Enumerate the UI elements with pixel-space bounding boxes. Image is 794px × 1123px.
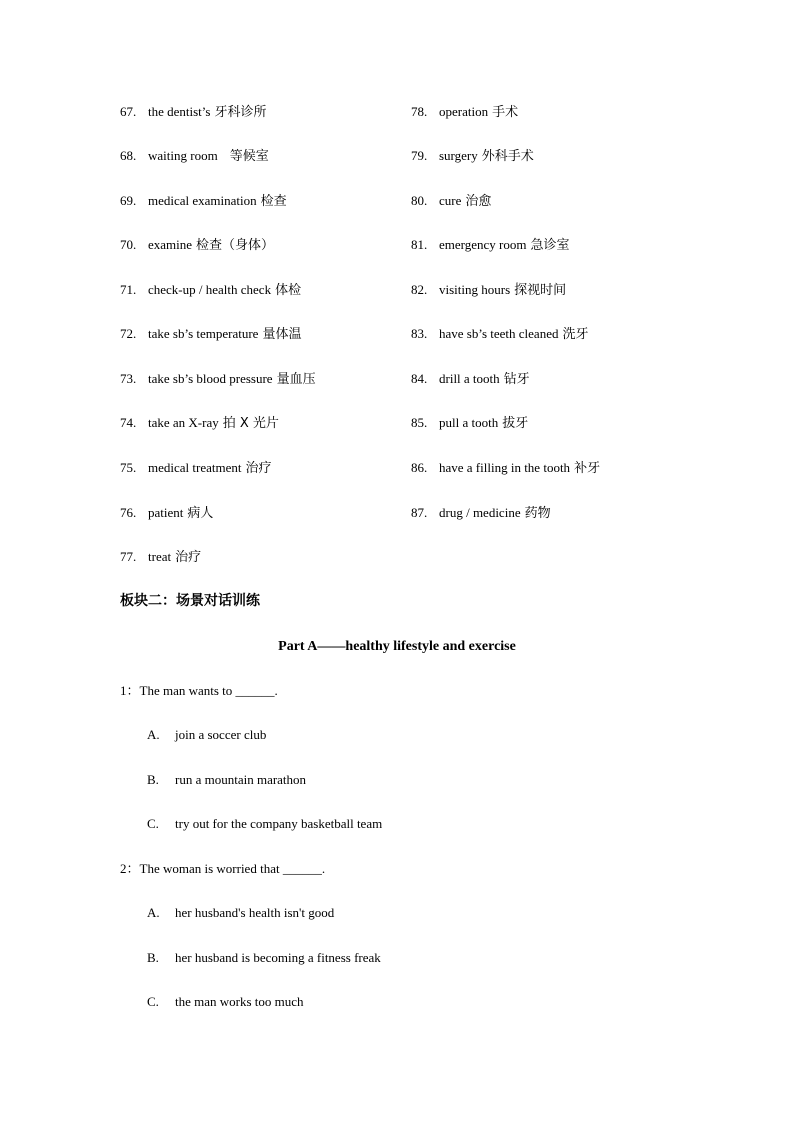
vocab-item [120, 458, 272, 479]
vocab-chinese: 探视时间 [514, 283, 567, 298]
vocab-number: 87. [411, 505, 428, 520]
question-1-option-c [147, 814, 382, 834]
vocab-row [120, 146, 680, 166]
vocab-english: take an X-ray [148, 415, 219, 430]
option-text: the man works too much [175, 994, 304, 1009]
vocab-item [411, 146, 534, 167]
vocab-chinese: 外科手术 [481, 149, 534, 164]
vocab-number: 68. [120, 148, 137, 163]
vocab-item [120, 235, 274, 256]
option-letter: C. [147, 816, 159, 831]
vocab-number: 72. [120, 326, 137, 341]
vocab-chinese: 手术 [492, 105, 519, 120]
part-title: Part A——healthy lifestyle and exercise [278, 639, 516, 654]
vocab-item [120, 191, 287, 212]
option-text: join a soccer club [175, 727, 267, 742]
vocab-english: operation [439, 104, 489, 119]
vocab-number: 77. [120, 549, 137, 564]
vocab-row [120, 547, 680, 567]
vocab-item [120, 280, 301, 301]
vocab-item [120, 547, 201, 568]
vocab-english: drill a tooth [439, 371, 500, 386]
vocab-item [411, 413, 528, 434]
vocab-item [120, 146, 269, 167]
option-letter: A. [147, 905, 160, 920]
vocab-english: the dentist’s [148, 104, 211, 119]
vocab-row [120, 235, 680, 255]
vocab-row [120, 191, 680, 211]
question-2-option-c [147, 992, 304, 1012]
vocab-chinese: 牙科诊所 [214, 105, 267, 120]
vocab-english: treat [148, 549, 172, 564]
vocab-number: 80. [411, 193, 428, 208]
vocab-number: 79. [411, 148, 428, 163]
vocab-chinese: 量体温 [262, 327, 302, 342]
vocab-english: waiting room [148, 148, 218, 163]
vocab-chinese: 拍 X 光片 [222, 416, 279, 431]
vocab-english: visiting hours [439, 282, 511, 297]
vocab-chinese: 治疗 [175, 550, 202, 565]
vocab-english: take sb’s temperature [148, 326, 259, 341]
vocab-number: 81. [411, 237, 428, 252]
vocab-english: pull a tooth [439, 415, 499, 430]
vocab-number: 67. [120, 104, 137, 119]
question-2-option-b [147, 948, 381, 968]
vocab-chinese: 量血压 [276, 372, 316, 387]
vocab-chinese: 检查 [260, 194, 287, 209]
vocab-item [120, 413, 279, 434]
vocab-row [120, 280, 680, 300]
vocab-number: 85. [411, 415, 428, 430]
option-text: her husband's health isn't good [175, 905, 335, 920]
option-text: try out for the company basketball team [175, 816, 383, 831]
vocab-number: 73. [120, 371, 137, 386]
vocab-chinese: 体检 [275, 283, 302, 298]
option-text: run a mountain marathon [175, 772, 307, 787]
vocab-english: take sb’s blood pressure [148, 371, 273, 386]
vocab-row [120, 102, 680, 122]
vocab-item [411, 324, 589, 345]
vocab-item [120, 369, 316, 390]
vocab-english: drug / medicine [439, 505, 521, 520]
option-letter: A. [147, 727, 160, 742]
vocab-row [120, 369, 680, 389]
question-2-option-a [147, 903, 334, 923]
vocab-item [120, 503, 213, 524]
vocab-item [411, 191, 491, 212]
vocab-number: 69. [120, 193, 137, 208]
vocab-number: 70. [120, 237, 137, 252]
vocab-english: have a filling in the tooth [439, 460, 571, 475]
vocab-number: 75. [120, 460, 137, 475]
section-heading: 板块二：场景对话训练 [120, 593, 260, 609]
vocab-chinese: 补牙 [574, 461, 601, 476]
vocab-chinese: 病人 [187, 506, 214, 521]
question-1-option-b [147, 770, 306, 790]
vocab-item [411, 503, 551, 524]
vocab-number: 84. [411, 371, 428, 386]
option-letter: B. [147, 772, 159, 787]
vocab-english: patient [148, 505, 184, 520]
vocab-number: 71. [120, 282, 137, 297]
vocab-row [120, 458, 680, 478]
vocab-english: cure [439, 193, 462, 208]
vocab-item [411, 235, 570, 256]
vocab-item [120, 324, 301, 345]
vocab-item [411, 280, 566, 301]
question-1-option-a [147, 725, 266, 745]
vocab-number: 78. [411, 104, 428, 119]
vocab-item [120, 102, 266, 123]
option-text: her husband is becoming a fitness freak [175, 950, 381, 965]
vocab-number: 76. [120, 505, 137, 520]
vocab-english: medical treatment [148, 460, 242, 475]
question-2: 2：The woman is worried that ______. [120, 861, 326, 876]
vocab-row [120, 413, 680, 433]
vocab-english: emergency room [439, 237, 527, 252]
vocab-row [120, 503, 680, 523]
vocab-chinese: 药物 [524, 506, 551, 521]
vocab-number: 83. [411, 326, 428, 341]
option-letter: C. [147, 994, 159, 1009]
vocab-chinese: 钻牙 [503, 372, 530, 387]
vocab-chinese: 洗牙 [562, 327, 589, 342]
vocab-chinese: 急诊室 [530, 238, 570, 253]
vocab-chinese: 治愈 [465, 194, 492, 209]
vocab-number: 82. [411, 282, 428, 297]
vocab-row [120, 324, 680, 344]
vocab-english: medical examination [148, 193, 257, 208]
vocab-number: 74. [120, 415, 137, 430]
vocab-chinese: 治疗 [245, 461, 272, 476]
vocab-item [411, 102, 518, 123]
question-1: 1：The man wants to ______. [120, 683, 278, 698]
vocab-english: examine [148, 237, 193, 252]
vocab-item [411, 458, 600, 479]
vocab-english: have sb’s teeth cleaned [439, 326, 559, 341]
vocab-chinese: 检查（身体） [196, 238, 275, 253]
vocab-english: surgery [439, 148, 478, 163]
option-letter: B. [147, 950, 159, 965]
vocab-english: check-up / health check [148, 282, 272, 297]
vocab-chinese: 等候室 [229, 149, 269, 164]
vocab-item [411, 369, 530, 390]
vocab-number: 86. [411, 460, 428, 475]
vocab-chinese: 拔牙 [502, 416, 529, 431]
